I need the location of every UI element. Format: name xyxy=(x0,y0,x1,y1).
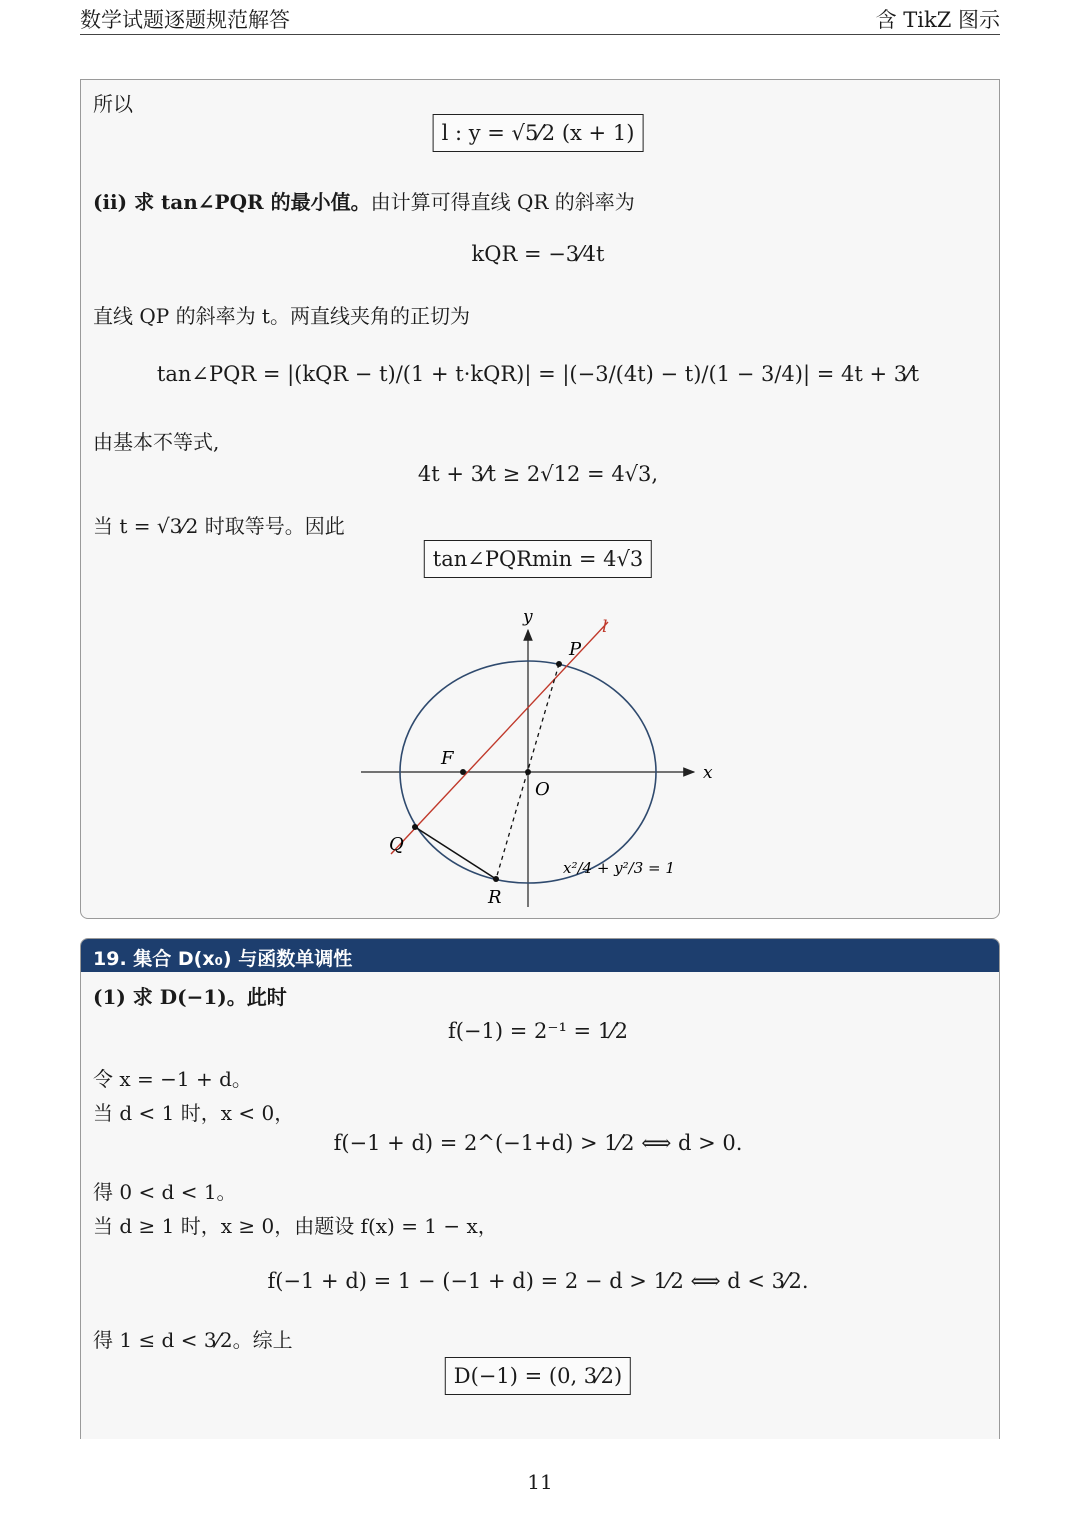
text-let-x: 令 x = −1 + d。 xyxy=(93,1067,252,1091)
equation-d-minus-1: D(−1) = (0, 3⁄2) xyxy=(445,1357,631,1395)
point-q xyxy=(412,824,418,830)
text-part-ii xyxy=(93,186,635,215)
text-inequality: 由基本不等式, xyxy=(93,430,220,454)
segment-qr xyxy=(415,827,496,879)
ellipse-figure xyxy=(351,600,731,910)
part-ii-heading: (ii) 求 tan∠PQR 的最小值。 xyxy=(93,190,371,214)
label-p: P xyxy=(569,639,582,660)
equation-am-gm: 4t + 3⁄t ≥ 2√12 = 4√3, xyxy=(417,462,659,486)
equation-case-1: f(−1 + d) = 2^(−1+d) > 1⁄2 ⟺ d > 0. xyxy=(333,1131,743,1155)
label-x: x xyxy=(703,763,713,783)
equation-min-value: tan∠PQRmin = 4√3 xyxy=(424,540,652,578)
label-y: y xyxy=(523,607,533,627)
point-r xyxy=(493,876,499,882)
equation-case-2: f(−1 + d) = 1 − (−1 + d) = 2 − d > 1⁄2 ⟺ d < 3⁄2. xyxy=(267,1269,809,1293)
page-number: 11 xyxy=(527,1470,553,1494)
equation-tan-angle: tan∠PQR = |(kQR − t)/(1 + t·kQR)| = |(−3/(4t) − t)/(1 − 3/4)| = 4t + 3⁄t xyxy=(156,362,920,386)
equation-slope-qr: kQR = −3⁄4t xyxy=(471,242,605,266)
text-part-1: (1) 求 D(−1)。此时 xyxy=(93,985,287,1009)
page-header xyxy=(80,0,1000,35)
solution-box-19 xyxy=(80,938,1000,1439)
label-q: Q xyxy=(389,834,404,855)
equation-f-minus-1: f(−1) = 2⁻¹ = 1⁄2 xyxy=(447,1019,629,1043)
text-slope-qp: 直线 QP 的斜率为 t。两直线夹角的正切为 xyxy=(93,304,470,328)
label-f: F xyxy=(441,748,454,769)
problem-19-title-bar xyxy=(81,939,999,972)
point-o xyxy=(525,769,531,775)
text-case-d-less-1: 当 d < 1 时，x < 0， xyxy=(93,1101,295,1125)
text-therefore: 所以 xyxy=(93,92,133,116)
header-subtitle: 含 TikZ 图示 xyxy=(875,8,1000,32)
header-title: 数学试题逐题规范解答 xyxy=(80,8,290,32)
point-f xyxy=(460,769,466,775)
label-l: l xyxy=(602,617,608,637)
label-o: O xyxy=(535,779,550,800)
problem-19-title: 19. 集合 D(x₀) 与函数单调性 xyxy=(93,948,353,970)
text-result-2: 得 1 ≤ d < 3⁄2。综上 xyxy=(93,1328,293,1352)
text-equality-case: 当 t = √3⁄2 时取等号。因此 xyxy=(93,514,345,538)
text-case-d-ge-1: 当 d ≥ 1 时，x ≥ 0，由题设 f(x) = 1 − x， xyxy=(93,1214,498,1238)
solution-box-previous xyxy=(80,79,1000,919)
point-p xyxy=(556,661,562,667)
label-ellipse-equation: x²/4 + y²/3 = 1 xyxy=(563,859,675,877)
equation-line-l: l : y = √5⁄2 (x + 1) xyxy=(433,114,644,152)
text-result-1: 得 0 < d < 1。 xyxy=(93,1180,237,1204)
part-ii-text: 由计算可得直线 QR 的斜率为 xyxy=(370,190,635,214)
label-r: R xyxy=(488,887,502,908)
